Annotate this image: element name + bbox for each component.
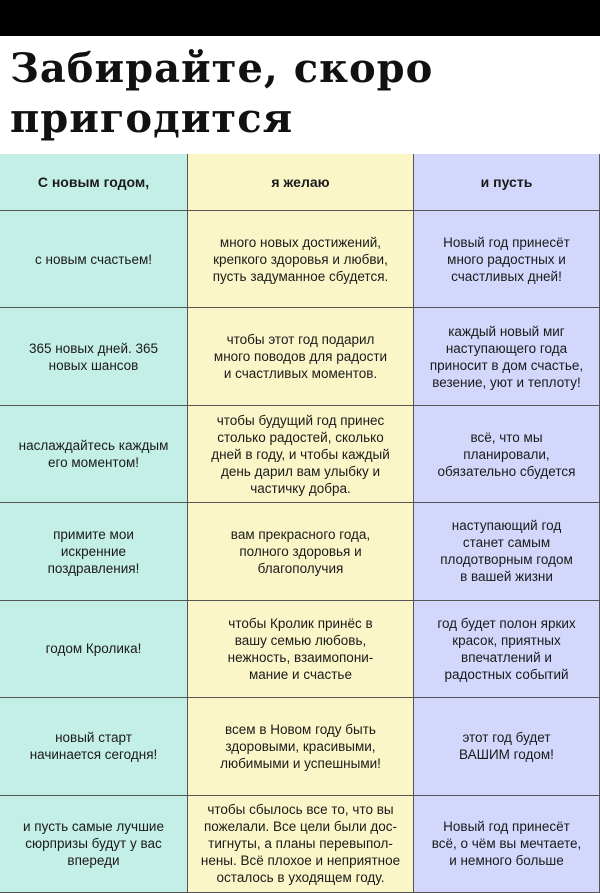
table-cell-greeting [0, 796, 188, 893]
table-cell-hope [414, 796, 600, 893]
page-title: Забирайте, скоро пригодится [10, 45, 434, 142]
column-header-label: и пусть [480, 173, 533, 190]
table-cell-greeting [0, 308, 188, 405]
table-cell-hope [414, 211, 600, 308]
cell-text: Новый год принесёт всё, о чём вы мечтаете, и немного больше [431, 819, 582, 869]
cell-text: всё, что мы планировали, обязательно сбудется [437, 429, 576, 479]
table-cell-hope [414, 601, 600, 698]
table-cell-wish [188, 308, 414, 405]
table-cell-greeting [0, 698, 188, 795]
cell-text: с новым счастьем! [34, 251, 153, 267]
table-cell-hope [414, 406, 600, 503]
cell-text: каждый новый миг наступающего года приносит в дом счастье, везение, уют и теплоту! [429, 323, 584, 390]
column-header-label: я желаю [271, 173, 330, 190]
column-header-label: С новым годом, [37, 173, 150, 190]
table-cell-wish [188, 406, 414, 503]
table-cell-wish [188, 503, 414, 600]
cell-text: чтобы будущий год принес столько радостей, сколько дней в году, и чтобы каждый день дарил вам улыбку и частичку добра. [211, 412, 390, 496]
column-header-greeting [0, 154, 188, 211]
table-cell-greeting [0, 503, 188, 600]
cell-text: много новых достижений, крепкого здоровья и любви, пусть задуманное сбудется. [212, 234, 389, 284]
table-cell-wish [188, 698, 414, 795]
table-cell-wish [188, 796, 414, 893]
cell-text: и пусть самые лучшие сюрпризы будут у вас впереди [23, 819, 164, 869]
cell-text: всем в Новом году быть здоровыми, красивыми, любимыми и успешными! [220, 721, 381, 771]
cell-text: примите мои искренние поздравления! [47, 526, 140, 576]
column-header-hope [414, 154, 600, 211]
cell-text: этот год будет ВАШИМ годом! [459, 730, 554, 763]
table-cell-hope [414, 503, 600, 600]
cell-text: чтобы этот год подарил много поводов для радости и счастливых моментов. [213, 332, 388, 382]
cell-text: наслаждайтесь каждым его моментом! [18, 438, 169, 471]
cell-text: Новый год принесёт много радостных и счастливых дней! [443, 234, 570, 284]
table-cell-greeting [0, 211, 188, 308]
cell-text: новый старт начинается сегодня! [29, 730, 158, 763]
column-header-wish [188, 154, 414, 211]
cell-text: годом Кролика! [45, 641, 142, 657]
greetings-table [0, 154, 600, 893]
title-area [0, 36, 600, 154]
table-cell-wish [188, 211, 414, 308]
cell-text: чтобы сбылось все то, что вы пожелали. Все цели были дос- тигнуты, а планы перевыпол- нены. Всё плохое и неприятное осталось в уходящем году. [200, 802, 401, 886]
table-cell-hope [414, 308, 600, 405]
cell-text: вам прекрасного года, полного здоровья и благополучия [230, 526, 371, 576]
cell-text: 365 новых дней. 365 новых шансов [28, 340, 159, 373]
cell-text: чтобы Кролик принёс в вашу семью любовь, нежность, взаимопони- мание и счастье [227, 615, 374, 682]
table-cell-greeting [0, 406, 188, 503]
table-cell-greeting [0, 601, 188, 698]
table-cell-wish [188, 601, 414, 698]
cell-text: наступающий год станет самым плодотворным годом в вашей жизни [440, 518, 573, 585]
cell-text: год будет полон ярких красок, приятных впечатлений и радостных событий [437, 615, 576, 682]
table-cell-hope [414, 698, 600, 795]
